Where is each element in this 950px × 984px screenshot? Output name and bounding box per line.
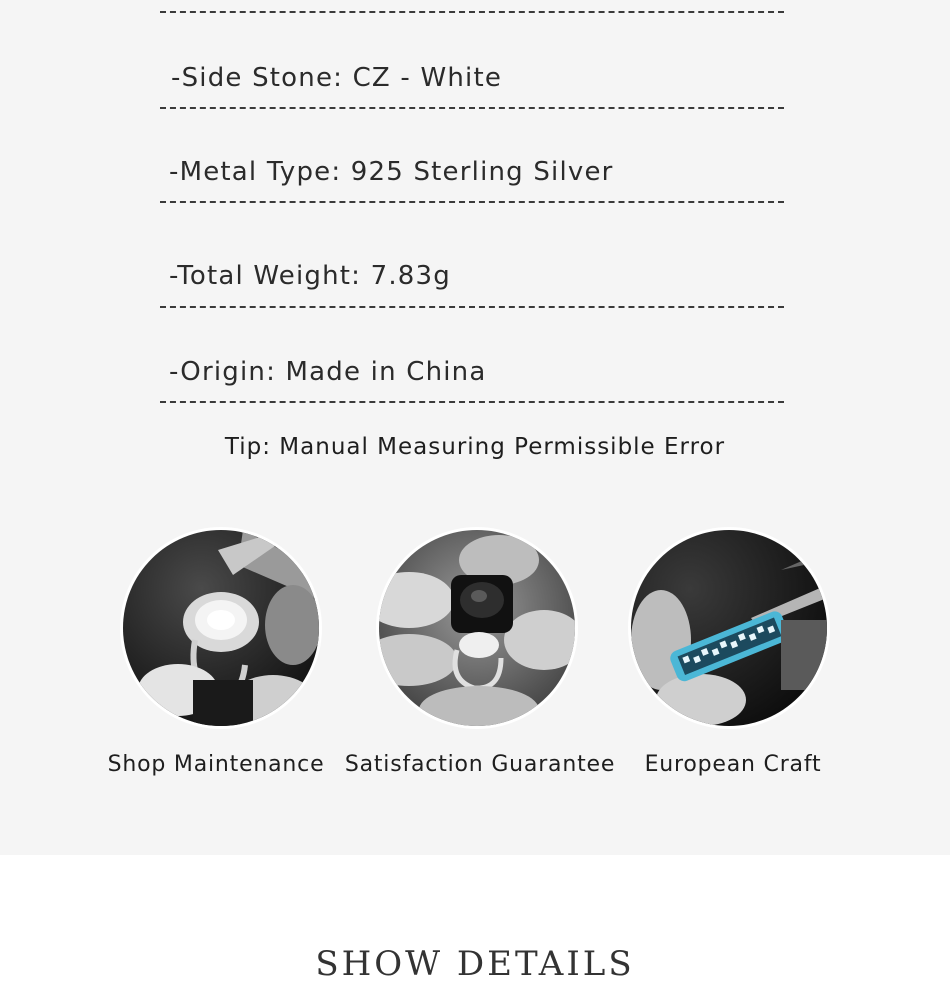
measuring-tip: Tip: Manual Measuring Permissible Error — [224, 434, 726, 460]
spec-total-weight: -Total Weight: 7.83g — [169, 261, 451, 291]
spec-side-stone: -Side Stone: CZ - White — [171, 63, 503, 93]
feature-label-satisfaction-guarantee: Satisfaction Guarantee — [344, 752, 616, 777]
feature-badge-satisfaction-guarantee — [379, 530, 575, 726]
dashed-divider — [160, 306, 784, 308]
loupe-inspecting-ring-photo-icon — [379, 530, 575, 726]
spec-metal-type: -Metal Type: 925 Sterling Silver — [169, 157, 614, 187]
feature-label-shop-maintenance: Shop Maintenance — [107, 752, 325, 777]
dashed-divider — [160, 201, 784, 203]
feature-label-european-craft: European Craft — [644, 752, 822, 777]
spec-origin: -Origin: Made in China — [169, 357, 487, 387]
pliers-holding-ring-photo-icon — [123, 530, 319, 726]
dashed-divider — [160, 11, 784, 13]
feature-badge-shop-maintenance — [123, 530, 319, 726]
dashed-divider — [160, 401, 784, 403]
section-heading: SHOW DETAILS — [315, 944, 635, 984]
engraving-ring-photo-icon — [631, 530, 827, 726]
feature-badge-european-craft — [631, 530, 827, 726]
dashed-divider — [160, 107, 784, 109]
